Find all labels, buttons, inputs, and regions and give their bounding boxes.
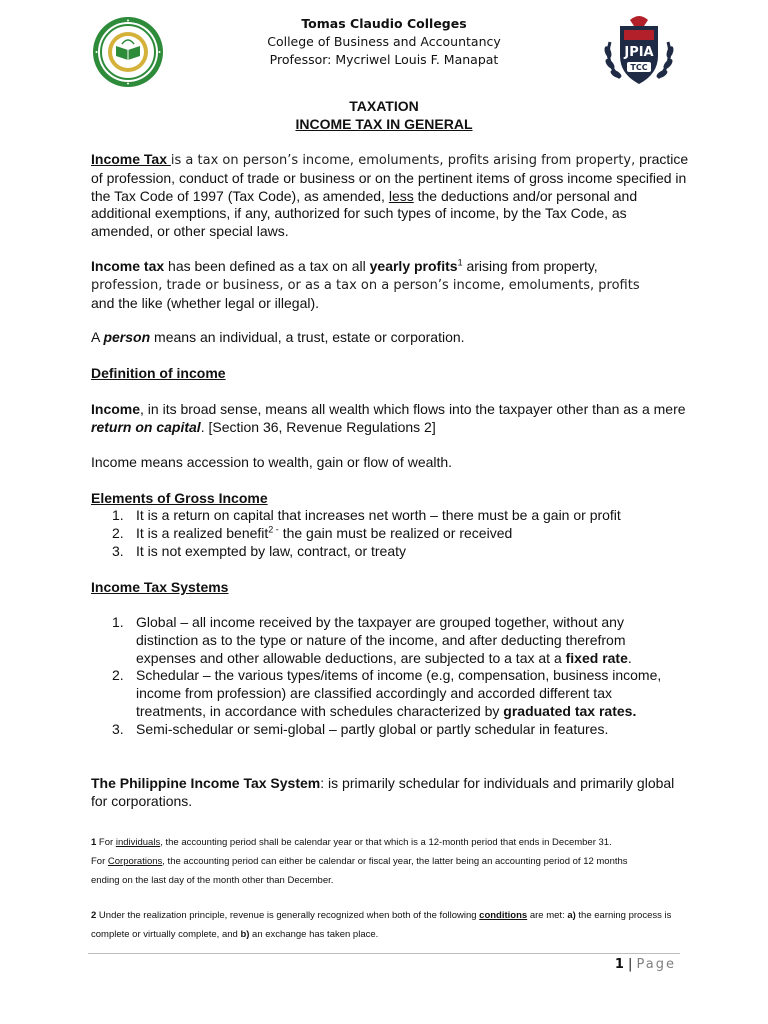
footer-divider bbox=[88, 953, 680, 954]
paragraph-income-broad-sense: Income, in its broad sense, means all wealth which flows into the taxpayer other than as a mere return on capital. [Section 36, Revenue Regulations 2] bbox=[91, 401, 686, 435]
title-line-income-tax: INCOME TAX IN GENERAL bbox=[295, 116, 473, 132]
list-item: 3. It is not exempted by law, contract, or treaty bbox=[112, 542, 407, 559]
crest-text-tcc: TCC bbox=[630, 63, 648, 72]
professor-name: Professor: Mycriwel Louis F. Manapat bbox=[269, 52, 499, 67]
systems-list bbox=[112, 614, 668, 739]
elements-list bbox=[112, 507, 692, 560]
footnote-1: 1 For individuals, the accounting period shall be calendar year or that which is a 12-month period that ends in December 31. For Corporations, the accounting period can either be calendar or fiscal year, the latter being an accounting period of 12 months ending on the last day of the month other than December. bbox=[91, 837, 628, 886]
department-name: College of Business and Accountancy bbox=[267, 34, 501, 49]
footnote-ref-2: 2 - bbox=[268, 524, 279, 535]
page-number: 1 | Page bbox=[614, 957, 676, 972]
list-item: 1. Global – all income received by the taxpayer are grouped together, without any distinction as to the type or nature of the income, and after deducting therefrom expenses and other allowable deductions, are subjected to a tax at a fixed rate. bbox=[112, 614, 632, 666]
paragraph-income-tax-yearly-profits: Income tax has been defined as a tax on all yearly profits$^1$ arising from property, profession, trade or business, or as a tax on a person’s income, emoluments, profits and the like (whether legal or illegal). bbox=[91, 257, 640, 311]
crest-text-jpia: JPIA bbox=[624, 45, 654, 60]
list-item: 2. Schedular – the various types/items of income (e.g, compensation, business income, income from profession) are classified accordingly and accorded different tax treatments, in accordance with schedules characterized by graduated tax rates. bbox=[112, 667, 662, 719]
list-item: 1. It is a return on capital that increases net worth – there must be a gain or profit bbox=[112, 507, 621, 523]
heading-definition-of-income: Definition of income bbox=[91, 365, 226, 381]
paragraph-person-definition: A person means an individual, a trust, estate or corporation. bbox=[91, 329, 465, 345]
list-item: 3. Semi-schedular or semi-global – partly global or partly schedular in features. bbox=[112, 720, 609, 737]
jpia-tcc-crest-logo bbox=[600, 12, 678, 90]
list-item: 2. It is a realized benefit$^{2 -}$ the gain must be realized or received bbox=[112, 524, 513, 541]
title-line-taxation: TAXATION bbox=[349, 98, 419, 114]
heading-elements-of-gross-income: Elements of Gross Income bbox=[91, 490, 268, 506]
footnote-ref-1: 1 bbox=[457, 257, 463, 268]
document-title bbox=[0, 97, 768, 133]
college-name: Tomas Claudio Colleges bbox=[301, 16, 467, 31]
paragraph-income-tax-definition: Income Tax is a tax on person’s income, emoluments, profits arising from property, practice of profession, conduct of trade or business or on the pertinent items of gross income specified in the Tax Code of 1997 (Tax Code), as amended, less the deductions and/or personal and additional exemptions, if any, authorized for such types of income, by the Tax Code, as amended, or other special laws. bbox=[91, 151, 689, 240]
heading-income-tax-systems: Income Tax Systems bbox=[91, 579, 229, 595]
paragraph-philippine-tax-system: The Philippine Income Tax System: is primarily schedular for individuals and primarily global for corporations. bbox=[91, 775, 675, 809]
paragraph-income-accession: Income means accession to wealth, gain or flow of wealth. bbox=[91, 454, 453, 470]
footnote-2: 2 Under the realization principle, revenue is generally recognized when both of the following conditions are met: a) the earning process is complete or virtually complete, and b) an exchange has taken place. bbox=[91, 910, 672, 940]
